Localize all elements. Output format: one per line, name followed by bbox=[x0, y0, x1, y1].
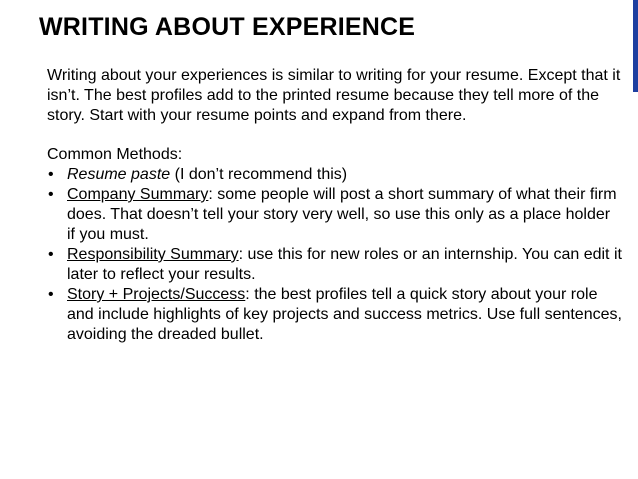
bullet-icon: • bbox=[48, 246, 54, 263]
method-item-resume-paste bbox=[47, 165, 622, 185]
slide-body bbox=[47, 66, 622, 345]
bullet-icon: • bbox=[48, 286, 54, 303]
intro-paragraph: Writing about your experiences is similar to writing for your resume. Except that it isn’t. The best profiles add to the printed resume because they tell more of the story. Start with your resume points and expand from there. bbox=[47, 67, 621, 124]
method-description: (I don’t recommend this) bbox=[170, 166, 348, 183]
method-description: : use this for new roles or an internship. You can edit it later to reflect your results. bbox=[67, 246, 622, 283]
bullet-icon: • bbox=[48, 166, 54, 183]
method-item-story-projects-success bbox=[47, 285, 622, 345]
method-term: Resume paste bbox=[67, 166, 171, 183]
method-term: Responsibility Summary bbox=[67, 246, 239, 263]
methods-heading: Common Methods: bbox=[47, 146, 183, 163]
method-description: : the best profiles tell a quick story about your role and include highlights of key projects and success metrics. Use full sentences, avoiding the dreaded bullet. bbox=[67, 286, 622, 343]
accent-bar bbox=[633, 0, 638, 92]
method-item-company-summary bbox=[47, 185, 622, 245]
slide-title: WRITING ABOUT EXPERIENCE bbox=[39, 13, 416, 41]
method-term: Story + Projects/Success bbox=[67, 286, 246, 303]
methods-list bbox=[47, 165, 622, 345]
bullet-icon: • bbox=[48, 186, 54, 203]
method-item-responsibility-summary bbox=[47, 245, 622, 285]
method-description: : some people will post a short summary of what their firm does. That doesn’t tell your story very well, so use this only as a place holder if you must. bbox=[67, 186, 617, 243]
method-term: Company Summary bbox=[67, 186, 209, 203]
